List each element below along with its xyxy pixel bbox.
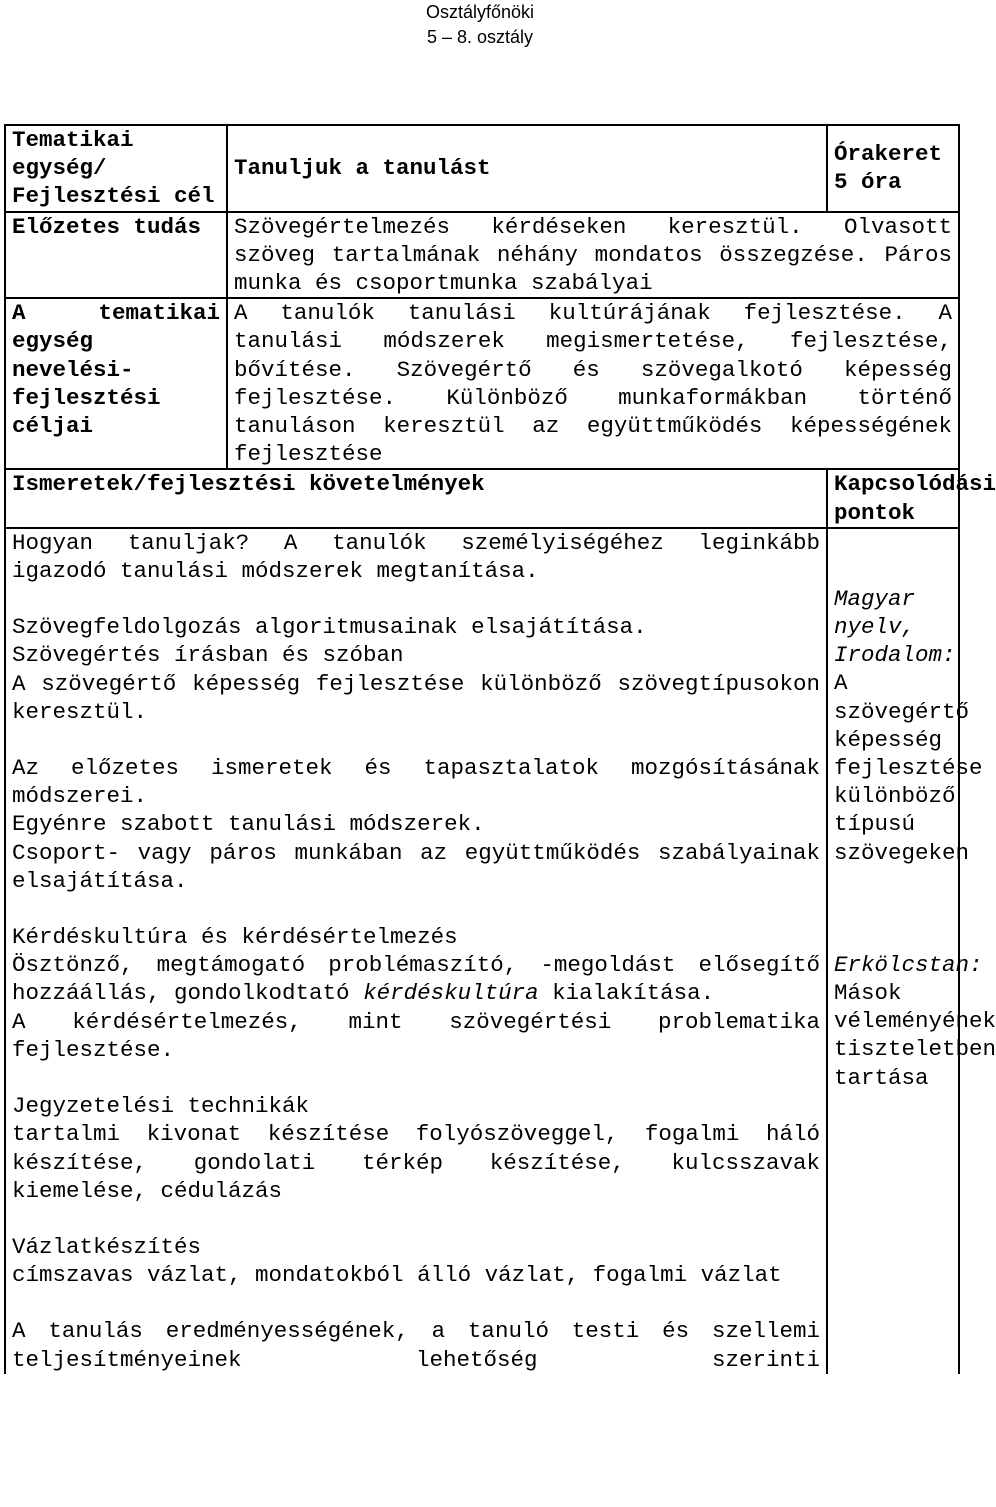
row-prior-knowledge [5, 212, 959, 299]
connection-subject-1: Magyar nyelv, Irodalom: [834, 585, 956, 669]
req-block-5-title: Jegyzetelési technikák [12, 1093, 310, 1120]
question-term: kérdéskultúra [363, 980, 539, 1007]
prior-knowledge-label: Előzetes tudás [5, 212, 227, 299]
requirements-header: Ismeretek/fejlesztési követelmények [5, 469, 827, 527]
req-block-4-title: Kérdéskultúra és kérdésértelmezés [12, 924, 458, 951]
req-block-2-line-3: A szövegértő képesség fejlesztése különböző szövegtípusokon keresztül. [12, 670, 821, 725]
page-header [0, 0, 960, 50]
prior-knowledge-content: Szövegértelmezés kérdéseken keresztül. Olvasott szöveg tartalmának néhány mondatos összegzése. Páros munka és csoportmunka szabályai [227, 212, 959, 299]
requirements-content [5, 528, 827, 1374]
req-block-3-line-2: Egyénre szabott tanulási módszerek. [12, 811, 485, 838]
connection-subject-2: Erkölcstan: [834, 951, 983, 978]
question-text: Ösztönző, megtámogató problémaszító, -megoldást elősegítő hozzáállás, gondolkodtató [12, 952, 821, 1007]
req-block-5-text: tartalmi kivonat készítése folyószöveggel, fogalmi háló készítése, gondolati térkép készítése, kulcsszavak kiemelése, cédulázás [12, 1121, 821, 1204]
row-goals [5, 298, 959, 469]
req-block-3-line-1: Az előzetes ismeretek és tapasztalatok mozgósításának módszerei. [12, 755, 821, 810]
req-block-2-line-1: Szövegfeldolgozás algoritmusainak elsajátítása. [12, 614, 647, 641]
req-block-3-line-3: Csoport- vagy páros munkában az együttműködés szabályainak elsajátítása. [12, 839, 821, 894]
row-requirements-header [5, 469, 959, 527]
topic-label: Tematikai egység/ Fejlesztési cél [5, 125, 227, 212]
row-requirements [5, 528, 959, 1374]
row-topic [5, 125, 959, 212]
connections-header: Kapcsolódási pontok [827, 469, 959, 527]
goals-label: A tematikai egység nevelési-fejlesztési céljai [5, 298, 227, 469]
req-block-4-line-2: A kérdésértelmezés, mint szövegértési problematika fejlesztése. [12, 1008, 821, 1063]
req-block-4-text [12, 951, 820, 1007]
connection-text-2: Mások véleményének tiszteletben tartása [834, 980, 996, 1091]
goals-content: A tanulók tanulási kultúrájának fejlesztése. A tanulási módszerek megismertetése, fejlesztése, bővítése. Szövegértő és szövegalkotó képesség fejlesztése. Különböző munkaformákban történő tanuláson keresztül az együttműködés képességének fejlesztése [227, 298, 959, 469]
req-block-7-text: A tanulás eredményességének, a tanuló testi és szellemi teljesítményeinek lehetőség szerinti [12, 1318, 821, 1373]
header-grade: 5 – 8. osztály [426, 27, 534, 47]
req-block-2-line-2: Szövegértés írásban és szóban [12, 642, 404, 669]
req-block-6-text: címszavas vázlat, mondatokból álló vázlat, fogalmi vázlat [12, 1262, 782, 1289]
connection-text-1: A szövegértő képesség fejlesztése különböző típusú szövegeken [834, 670, 983, 866]
connections-content [827, 528, 996, 1374]
hours-label: Órakeret 5 óra [827, 125, 959, 212]
curriculum-table [4, 124, 996, 1374]
question-term-suffix: kialakítása. [552, 980, 715, 1007]
req-block-1: Hogyan tanuljak? A tanulók személyiségéhez leginkább igazodó tanulási módszerek megtanítása. [12, 529, 821, 585]
header-title: Osztályfőnöki [425, 2, 535, 22]
topic-title: Tanuljuk a tanulást [227, 125, 827, 212]
req-block-6-title: Vázlatkészítés [12, 1233, 202, 1260]
